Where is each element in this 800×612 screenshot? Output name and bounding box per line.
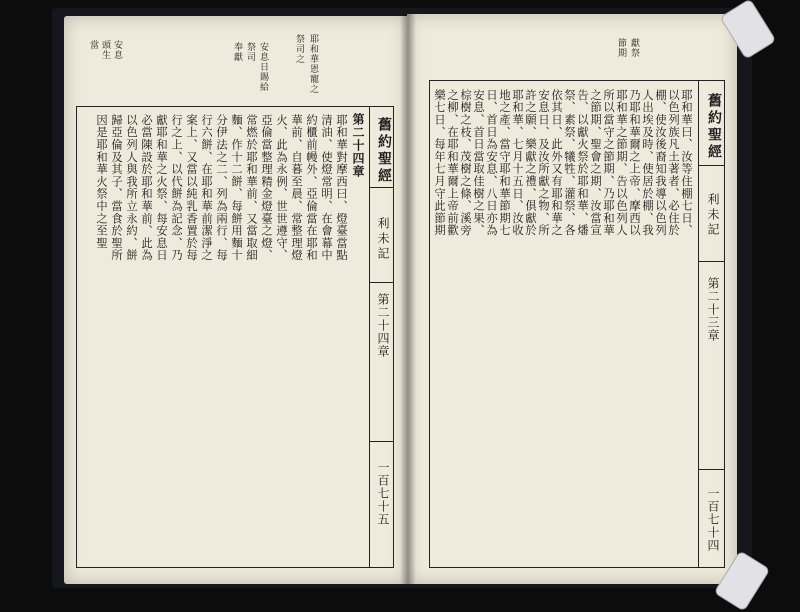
- right-page: [407, 14, 737, 584]
- text-column: 耶和華之節期、告以色列人: [615, 89, 628, 237]
- text-column: 分伊法之二、列為兩行、每: [215, 114, 228, 262]
- text-column: 日、首日為安息、八日亦為: [485, 89, 498, 237]
- text-column: 乃耶和華爾之上帝、摩西以: [628, 89, 641, 237]
- text-column: 常燃於耶和華前、又當取細: [245, 114, 258, 262]
- text-column: 行六餅、在耶和華前潔淨之: [200, 114, 213, 262]
- text-column: 棕樹之枝、茂樹之條、溪旁: [459, 89, 472, 237]
- text-column: 人出埃及時、使居於棚、我: [641, 89, 654, 237]
- text-column: 安息、首日當取佳樹之果、: [472, 89, 485, 237]
- margin-note: 奉獻: [232, 42, 242, 62]
- margin-note: 安息日賜給: [258, 42, 268, 92]
- chapter-marker: 第二十四章: [376, 293, 390, 358]
- margin-note: 當: [88, 40, 98, 50]
- left-margin-notes: [64, 16, 407, 106]
- right-text-frame: [429, 80, 725, 568]
- text-column: 耶和華、七月十五日、汝收: [511, 89, 524, 237]
- text-column: 之節期、聖會之期、汝當宣: [589, 89, 602, 237]
- text-column: 依其日、此外又有耶和華之: [550, 89, 563, 237]
- book-series-title: 舊約聖經: [376, 117, 392, 185]
- page-number: 一百七十五: [376, 461, 390, 526]
- right-body-text: [430, 81, 698, 567]
- margin-note: 安息: [112, 40, 122, 60]
- text-column: 告、以獻火祭於耶和華、燔: [576, 89, 589, 237]
- text-column: 華前、自暮至晨、常整理燈: [290, 114, 303, 262]
- text-column: 以色列族凡土著者、必住於: [667, 89, 680, 237]
- book-gutter: [400, 14, 416, 584]
- text-column: 安息日、及汝所獻之物、所: [537, 89, 550, 237]
- text-column: 清油、使燈常明、在會幕中: [320, 114, 333, 262]
- text-column: 案上、又當以純乳香置於每: [185, 114, 198, 262]
- book-series-title: 舊約聖經: [706, 93, 722, 161]
- text-column: 以色列人與我所立永約、餅: [125, 114, 138, 262]
- text-column: 耶和華曰、汝等住棚七日、: [680, 89, 693, 237]
- text-column: 麵、作十二餅、每餅用麵十: [230, 114, 243, 262]
- text-column: 許之願、樂獻之禮、俱獻於: [524, 89, 537, 237]
- text-column: 耶和華對摩西曰、燈臺當點: [335, 114, 348, 262]
- text-column: 亞倫當整理精金燈臺之燈、: [260, 114, 273, 262]
- right-running-header: [698, 81, 724, 567]
- left-page: [64, 16, 407, 584]
- margin-note: 祭司之: [294, 34, 304, 64]
- text-column: 歸亞倫及其子、當食於聖所: [110, 114, 123, 262]
- left-running-header: [369, 107, 393, 567]
- text-column: 獻耶和華之火祭、每安息日: [155, 114, 168, 262]
- margin-note: 耶和華恩寵之: [308, 34, 318, 94]
- text-column: 所以當守之節期、乃耶和華: [602, 89, 615, 237]
- book-name: 利未記: [706, 193, 720, 238]
- text-column: 之柳、在耶和華爾上帝前歡: [446, 89, 459, 237]
- chapter-heading: 第二十四章: [351, 113, 365, 178]
- left-body-text: [77, 107, 369, 567]
- text-column: 因是耶和華火祭中之至聖: [95, 114, 108, 250]
- margin-note: 頭生: [100, 40, 110, 60]
- margin-note: 獻祭: [629, 38, 639, 58]
- text-column: 樂七日、每年七月守此節期: [433, 89, 446, 237]
- chapter-marker: 第二十三章: [706, 277, 720, 342]
- text-column: 火、此為永例、世世遵守、: [275, 114, 288, 262]
- text-column: 約櫃前幔外、亞倫當在耶和: [305, 114, 318, 262]
- text-column: 地之產、當守耶和華節期七: [498, 89, 511, 237]
- left-text-frame: [76, 106, 394, 568]
- page-number: 一百七十四: [706, 487, 720, 552]
- margin-note: 祭司: [245, 42, 255, 62]
- text-column: 行之上、以代餅為記念、乃: [170, 114, 183, 262]
- margin-note: 節期: [616, 38, 626, 58]
- text-column: 棚、使汝後裔知我導以色列: [654, 89, 667, 237]
- text-column: 必當陳設於耶和華前、此為: [140, 114, 153, 262]
- book-name: 利未記: [376, 217, 390, 262]
- text-column: 祭、素祭、犧牲、灌祭、各: [563, 89, 576, 237]
